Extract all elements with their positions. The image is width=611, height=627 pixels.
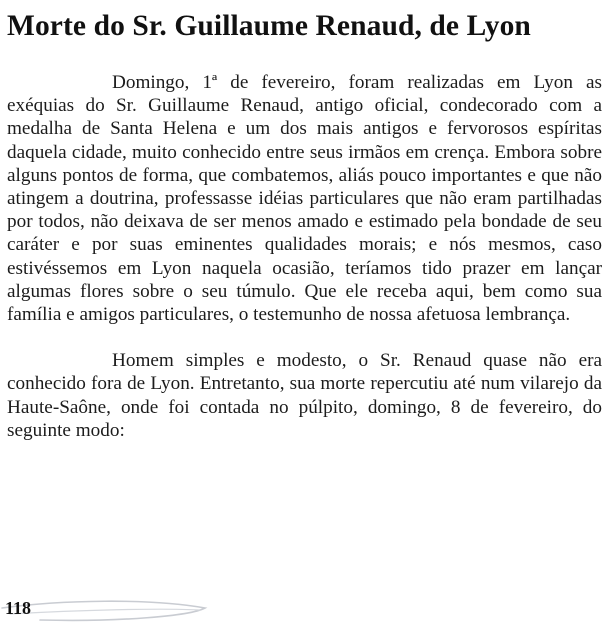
page-title: Morte do Sr. Guillaume Renaud, de Lyon bbox=[7, 10, 531, 42]
paragraph-2: Homem simples e modesto, o Sr. Renaud quase não era conhecido fora de Lyon. Entretanto, sua morte repercutiu até num vilarejo da Haute-Saône, onde foi contada no púlpito, domingo, 8 de fevereiro, do seguinte modo: bbox=[7, 350, 602, 441]
page-number: 118 bbox=[5, 598, 32, 618]
decorative-swoosh-icon bbox=[0, 590, 240, 627]
page-footer bbox=[0, 590, 611, 627]
article-body bbox=[7, 71, 602, 442]
paragraph-1: Domingo, 1ª de fevereiro, foram realizadas em Lyon as exéquias do Sr. Guillaume Renaud, antigo oficial, condecorado com a medalha de Santa Helena e um dos mais antigos e fervorosos espíritas daquela cidade, muito conhecido entre seus irmãos em crença. Embora sobre alguns pontos de forma, que combatemos, aliás pouco importantes e que não atingem a doutrina, professasse idéias particulares que não eram partilhadas por todos, não deixava de ser menos amado e estimado pela bondade de seu caráter e por suas eminentes qualidades morais; e nós mesmos, caso estivéssemos em Lyon naquela ocasião, teríamos tido prazer em lançar algumas flores sobre o seu túmulo. Que ele receba aqui, bem como sua família e amigos particulares, o testemunho de nossa afetuosa lembrança. bbox=[7, 72, 602, 326]
